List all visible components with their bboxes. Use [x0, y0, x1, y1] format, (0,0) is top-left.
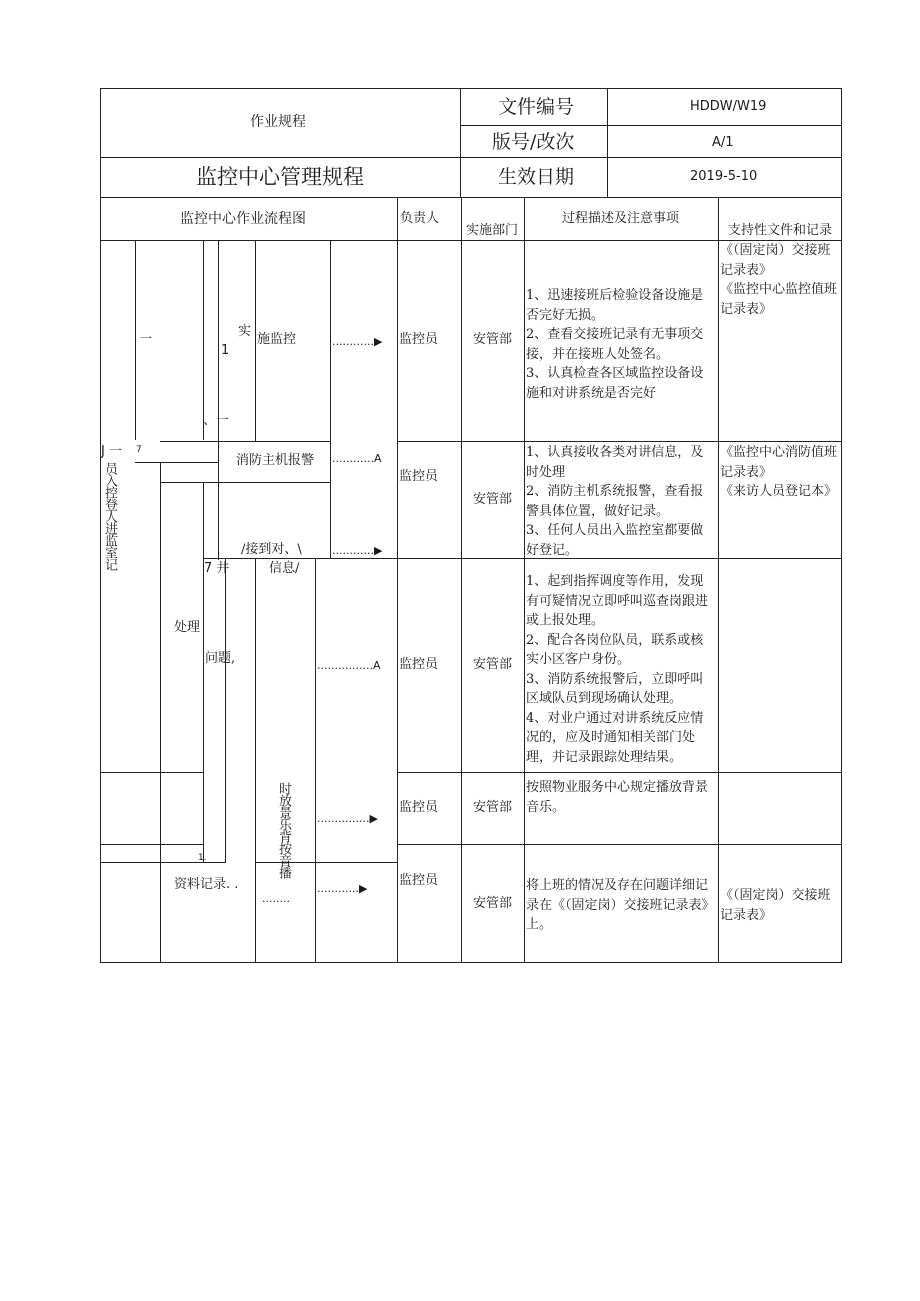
flow-line: [135, 462, 218, 463]
flow-handle: 处理: [174, 620, 201, 635]
flow-problem: 问题,: [205, 651, 236, 666]
rule: [461, 197, 462, 963]
flow-arrow: ............▶: [317, 882, 368, 895]
row4-owner: 监控员: [399, 800, 439, 815]
rule: [100, 157, 842, 158]
version-value: A/1: [712, 135, 734, 150]
rule: [397, 197, 398, 963]
rule: [100, 197, 842, 198]
col-process: 过程描述及注意事项: [562, 211, 680, 226]
rule: [100, 88, 101, 963]
procedure-label: 作业规程: [250, 114, 306, 130]
col-dept: 实施部门: [466, 223, 519, 238]
effective-date-value: 2019-5-10: [690, 169, 758, 184]
rule: [841, 88, 842, 963]
flow-line: [255, 240, 256, 441]
flow-step-alarm: 消防主机报警: [236, 453, 315, 468]
flow-step-records: 资料记录. .: [174, 877, 239, 892]
doc-number-label: 文件编号: [498, 96, 575, 118]
row5-owner: 监控员: [399, 873, 439, 888]
flow-line: [330, 240, 331, 558]
row1-support: 《（固定岗）交接班记录表》 《监控中心监控值班记录表》: [720, 243, 838, 317]
flow-tick: 1.: [198, 853, 207, 863]
flow-line: [225, 558, 226, 863]
flow-line: [135, 240, 136, 440]
row2-dept: 安管部: [473, 492, 513, 507]
row1-owner: 监控员: [399, 332, 439, 347]
row4-process: 按照物业服务中心规定播放背景音乐。: [526, 780, 709, 815]
row2-owner: 监控员: [399, 469, 439, 484]
flow-line: [255, 558, 256, 963]
flow-line: [160, 482, 330, 483]
document-title: 监控中心管理规程: [196, 165, 364, 189]
flow-step-monitor: 施监控: [257, 332, 297, 347]
rule: [100, 88, 842, 89]
flow-arrow: ............A: [332, 452, 382, 465]
doc-number-value: HDDW/W19: [690, 99, 767, 114]
rule: [607, 88, 608, 197]
flow-step-intercom: /接到对、\: [241, 542, 302, 557]
flow-tick: 7: [136, 445, 142, 455]
flow-arrow: ...............▶: [317, 812, 378, 825]
row3-owner: 监控员: [399, 657, 439, 672]
effective-date-label: 生效日期: [498, 166, 575, 188]
flow-line: [203, 482, 204, 862]
flow-dash: 一: [139, 332, 153, 347]
flow-number: 1: [221, 343, 230, 358]
row2-process: 1、认真接收各类对讲信息，及时处理 2、消防主机系统报警，查看报警具体位置，做好记录。 3、任何人员出入监控室都要做好登记。: [526, 445, 704, 558]
col-owner: 负责人: [400, 211, 440, 226]
flow-jing: 7 井: [204, 561, 230, 576]
flow-step-music: 时放景乐背按音播: [276, 782, 291, 878]
rule: [524, 197, 525, 963]
row3-dept: 安管部: [473, 657, 513, 672]
flow-line: [218, 441, 330, 442]
rule: [397, 844, 842, 845]
flow-side-text: 员入控登人进监室记: [102, 462, 117, 570]
row1-process: 1、迅速接班后检验设备设施是否完好无损。 2、查看交接班记录有无事项交接，并在接班人处签名。 3、认真检查各区域监控设备设施和对讲系统是否完好: [526, 288, 704, 401]
flow-arrow: ............▶: [332, 335, 383, 348]
row1-dept: 安管部: [473, 332, 513, 347]
row3-process: 1、起到指挥调度等作用，发现有可疑情况立即呼叫巡查岗跟进或上报处理。 2、配合各岗位队员，联系或核实小区客户身份。 3、消防系统报警后，立即呼叫区域队员到现场确认处理。 4、对业户通过对讲系统反应情况的，应及时通知相关部门处理，并记录跟踪处理结果。: [526, 574, 709, 765]
row4-dept: 安管部: [473, 800, 513, 815]
rule: [397, 772, 842, 773]
flow-line: [160, 441, 218, 442]
flow-fragment: 、一: [203, 413, 230, 428]
flow-line: [100, 844, 203, 845]
rule: [460, 88, 461, 197]
flow-mark-j: J 一: [101, 444, 122, 459]
flow-line: [315, 558, 316, 963]
flow-line: [160, 462, 161, 962]
flow-line: [203, 240, 204, 440]
flow-dots: ........: [262, 892, 290, 905]
flow-info: 信息/: [269, 561, 300, 576]
flow-line: [218, 240, 219, 560]
row5-process: 将上班的情况及存在问题详细记录在《（固定岗）交接班记录表》上。: [526, 878, 715, 932]
version-label: 版号/改次: [492, 131, 575, 153]
row5-dept: 安管部: [473, 896, 513, 911]
rule: [397, 441, 842, 442]
rule: [718, 197, 719, 963]
flow-step-music-wrap: [276, 782, 291, 878]
rule: [100, 962, 842, 963]
row2-support: 《监控中心消防值班记录表》 《来访人员登记本》: [720, 445, 838, 499]
col-flow: 监控中心作业流程图: [180, 211, 306, 227]
flow-arrow: ................A: [317, 659, 381, 672]
row5-support: 《（固定岗）交接班记录表》: [720, 888, 831, 923]
flow-line: [100, 772, 203, 773]
rule: [460, 125, 842, 126]
flow-char-shi: 实: [238, 324, 252, 339]
col-support: 支持性文件和记录: [728, 223, 833, 238]
flow-arrow: ............▶: [332, 544, 383, 557]
